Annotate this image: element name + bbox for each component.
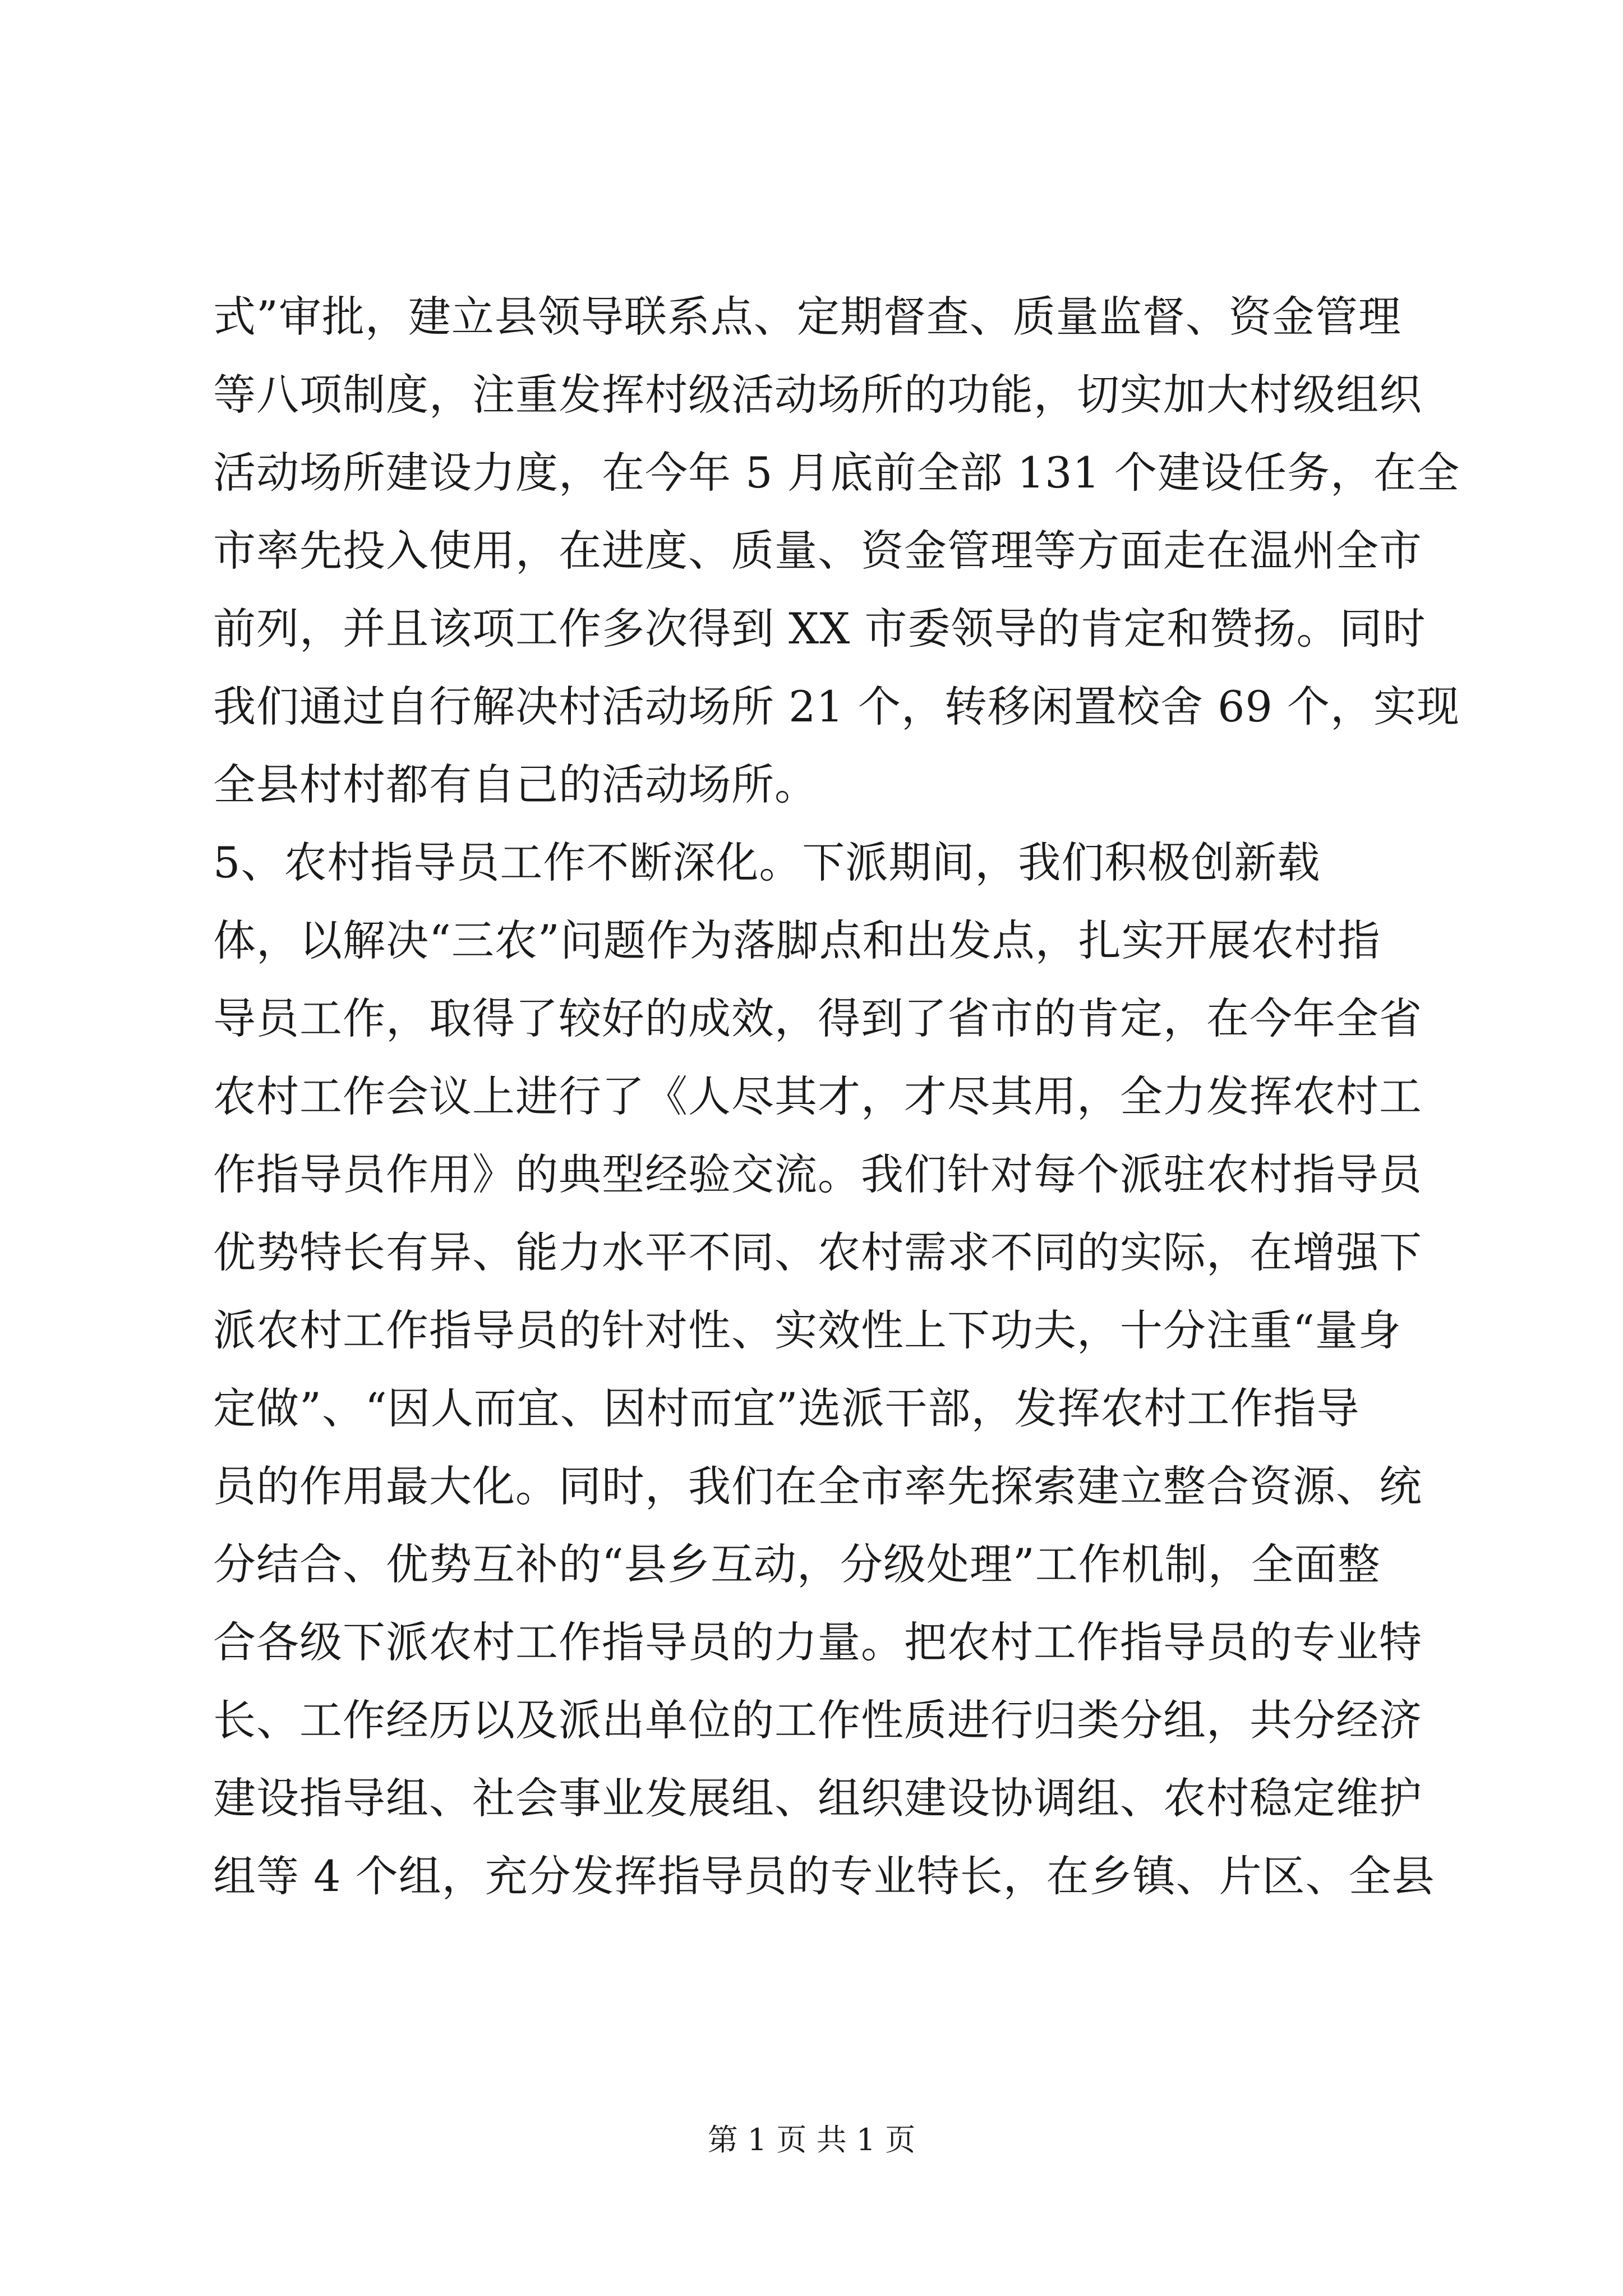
text-line: 合各级下派农村工作指导员的力量。把农村工作指导员的专业特	[213, 1617, 1422, 1667]
text-line: 优势特长有异、能力水平不同、农村需求不同的实际，在增强下	[213, 1227, 1422, 1277]
text-line: 活动场所建设力度，在今年 5 月底前全部 131 个建设任务，在全	[213, 448, 1460, 498]
text-line: 农村工作会议上进行了《人尽其才，才尽其用，全力发挥农村工	[213, 1071, 1422, 1121]
text-line: 组等 4 个组，充分发挥指导员的专业特长，在乡镇、片区、全县	[213, 1851, 1435, 1901]
text-line: 导员工作，取得了较好的成效，得到了省市的肯定，在今年全省	[213, 993, 1422, 1043]
text-line: 作指导员作用》的典型经验交流。我们针对每个派驻农村指导员	[213, 1149, 1422, 1199]
text-line: 派农村工作指导员的针对性、实效性上下功夫，十分注重“量身	[213, 1305, 1401, 1355]
text-line: 全县村村都有自己的活动场所。	[213, 760, 818, 809]
text-line: 前列，并且该项工作多次得到 XX 市委领导的肯定和赞扬。同时	[213, 604, 1426, 654]
text-line: 体，以解决“三农”问题作为落脚点和出发点，扎实开展农村指	[213, 915, 1381, 965]
text-line: 式”审批，建立县领导联系点、定期督查、质量监督、资金管理	[213, 292, 1401, 342]
text-line: 员的作用最大化。同时，我们在全市率先探索建立整合资源、统	[213, 1461, 1422, 1511]
text-line: 5、农村指导员工作不断深化。下派期间，我们积极创新载	[213, 838, 1321, 887]
text-line: 分结合、优势互补的“县乡互动，分级处理”工作机制，全面整	[213, 1539, 1381, 1589]
text-line: 定做”、“因人而宜、因村而宜”选派干部，发挥农村工作指导	[213, 1383, 1360, 1433]
page-footer: 第 1 页 共 1 页	[707, 2122, 916, 2157]
text-line: 长、工作经历以及派出单位的工作性质进行归类分组，共分经济	[213, 1695, 1422, 1745]
text-line: 市率先投入使用，在进度、质量、资金管理等方面走在温州全市	[213, 526, 1422, 576]
text-line: 建设指导组、社会事业发展组、组织建设协调组、农村稳定维护	[213, 1773, 1422, 1823]
text-line: 等八项制度，注重发挥村级活动场所的功能，切实加大村级组织	[213, 370, 1422, 420]
text-line: 我们通过自行解决村活动场所 21 个，转移闲置校舍 69 个，实现	[213, 682, 1460, 731]
